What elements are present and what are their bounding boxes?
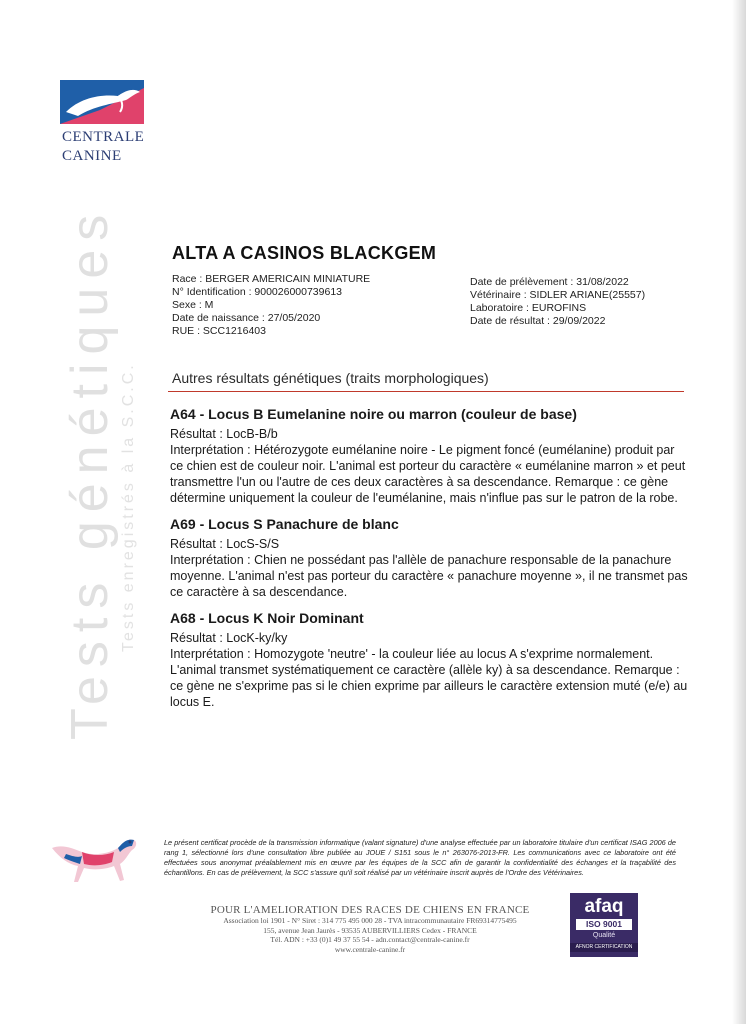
association-info <box>170 904 570 954</box>
dog-name-title: ALTA A CASINOS BLACKGEM <box>172 243 437 263</box>
birthdate-line: Date de naissance : 27/05/2020 <box>172 312 321 324</box>
afaq-quality: Qualité <box>592 932 616 939</box>
result-block-a69 <box>170 516 690 600</box>
result-title: A69 - Locus S Panachure de blanc <box>170 516 399 532</box>
section-divider <box>168 391 684 392</box>
result-interpretation: Interprétation : Chien ne possédant pas l'allèle de panachure responsable de la panachure moyenne. L'animal n'est pas porteur du caractère « panachure moyenne », il ne transmet pas ce caractère à sa descendance. <box>170 553 688 599</box>
legal-disclaimer: Le présent certificat procède de la transmission informatique (valant signature) d'une analyse effectuée par un laboratoire titulaire d'un certificat ISAG 2006 de rang 1, sélectionné lors d'une consultation libre publiée au JOUE / S151 sous le n° 263076-2013-FR. Les communications avec ce laboratoire ont été effectuées sous anonymat préalablement mis en œuvre par les équipes de la SCC afin de garantir la confidentialité des échanges et la traçabilité des échantillons. En cas de prélèvement, la SCC s'assure qu'il soit réalisé par un vétérinaire inscrit auprès de l'Ordre des Vétérinaires. <box>164 838 676 877</box>
result-block-a68 <box>170 610 690 710</box>
afaq-brand: afaq <box>584 896 624 917</box>
result-interpretation: Interprétation : Homozygote 'neutre' - la couleur liée au locus A s'exprime normalement. L'animal transmet systématiquement ce caractère (allèle ky) à sa descendance. Remarque : ce gène ne s'exprime pas si le chien exprime par ailleurs le caractère extension muté (e/e) au locus E. <box>170 647 688 709</box>
afaq-certification: AFNOR CERTIFICATION <box>570 943 638 952</box>
association-siret: Association loi 1901 - N° Siret : 314 775 495 000 28 - TVA intracommunautaire FR69314775495 <box>223 916 517 925</box>
results-list <box>170 406 690 720</box>
sample-date-line: Date de prélèvement : 31/08/2022 <box>470 276 629 288</box>
sex-line: Sexe : M <box>172 299 214 311</box>
association-address: 155, avenue Jean Jaurès - 93535 AUBERVILLIERS Cedex - FRANCE <box>263 925 477 935</box>
association-website: www.centrale-canine.fr <box>334 944 406 954</box>
association-title: POUR L'AMELIORATION DES RACES DE CHIENS EN FRANCE <box>210 904 530 916</box>
breed-line: Race : BERGER AMERICAIN MINIATURE <box>172 273 371 285</box>
association-contact: Tél. ADN : +33 (0)1 49 37 55 54 - adn.contact@centrale-canine.fr <box>270 935 470 944</box>
result-title: A64 - Locus B Eumelanine noire ou marron (couleur de base) <box>170 406 577 422</box>
veterinarian-line: Vétérinaire : SIDLER ARIANE(25557) <box>470 289 646 301</box>
laboratory-line: Laboratoire : EUROFINS <box>470 302 587 314</box>
result-value: Résultat : LocB-B/b <box>170 427 278 441</box>
dog-illustration-icon <box>48 826 140 886</box>
afaq-iso-badge <box>570 893 638 957</box>
result-value: Résultat : LocS-S/S <box>170 537 280 551</box>
page-edge-shadow <box>732 0 746 1024</box>
logo-line1: CENTRALE <box>62 129 145 145</box>
dog-info-left <box>172 273 370 338</box>
result-title: A68 - Locus K Noir Dominant <box>170 610 364 626</box>
side-title-watermark: Tests génétiques <box>61 205 119 740</box>
side-subtitle-watermark: Tests enregistrés à la S.C.C. <box>120 362 137 652</box>
result-block-a64 <box>170 406 690 506</box>
sample-info-right <box>470 276 645 328</box>
result-date-line: Date de résultat : 29/09/2022 <box>470 315 606 327</box>
dog-logo-icon <box>60 80 144 124</box>
result-interpretation: Interprétation : Hétérozygote eumélanine noire - Le pigment foncé (eumélanine) produit par ce chien est de couleur noir. L'animal est porteur du caractère « eumélanine marron » et peut transmettre l'un ou l'autre de ces deux caractères à sa descendance. Remarque : ce gène détermine uniquement la couleur de l'eumélanine, mais n'influe pas sur le patron de la robe. <box>170 443 686 505</box>
section-title: Autres résultats génétiques (traits morphologiques) <box>172 370 489 386</box>
identification-line: N° Identification : 900026000739613 <box>172 286 342 298</box>
afaq-iso: ISO 9001 <box>576 919 632 930</box>
result-value: Résultat : LocK-ky/ky <box>170 631 288 645</box>
rue-line: RUE : SCC1216403 <box>172 325 266 337</box>
logo-text <box>62 128 146 166</box>
logo-line2: CANINE <box>62 148 122 164</box>
